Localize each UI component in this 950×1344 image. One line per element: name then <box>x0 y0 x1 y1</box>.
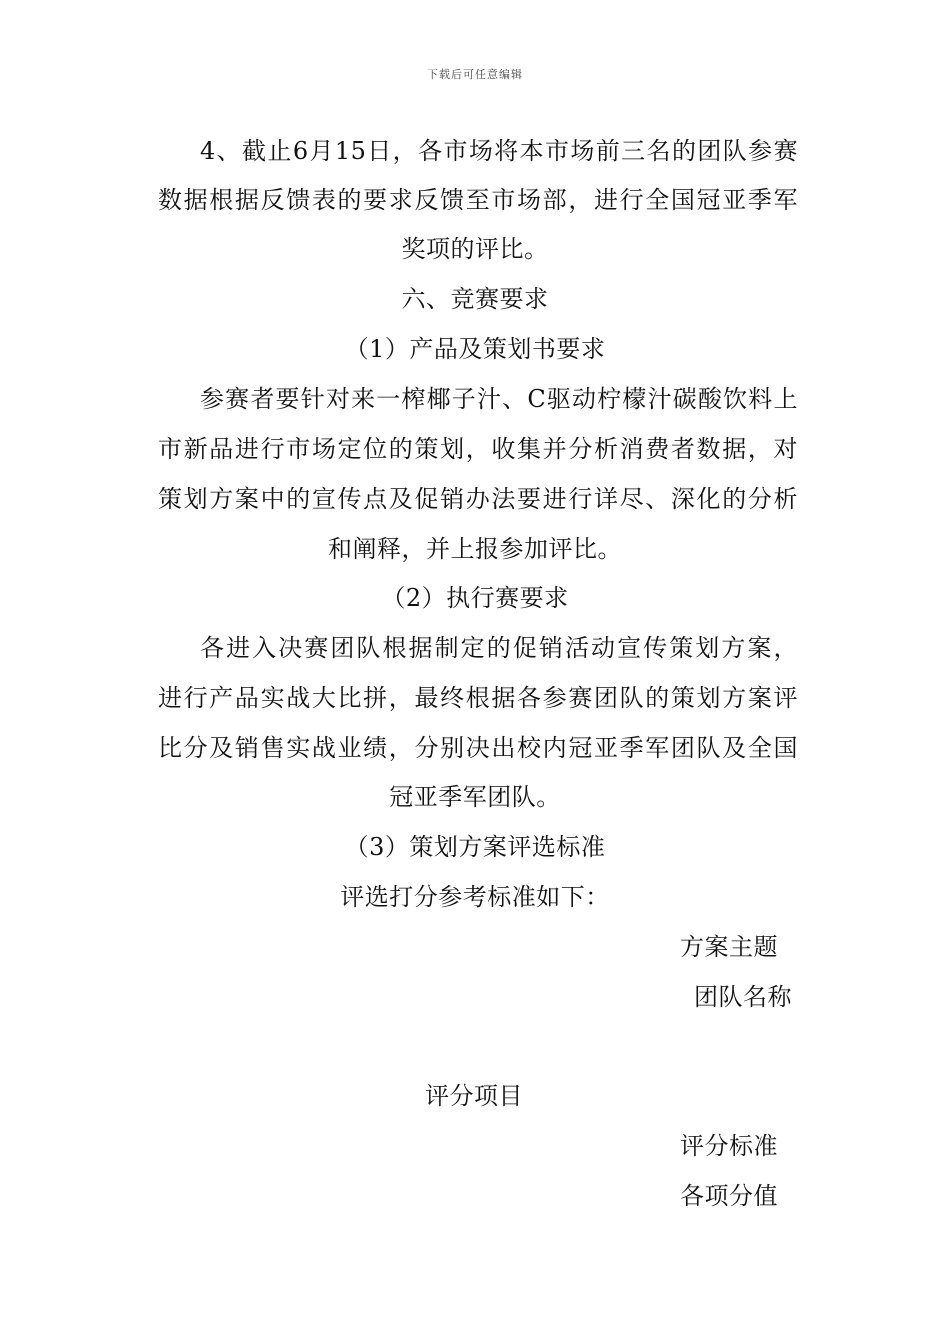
sub3-intro: 评选打分参考标准如下： <box>340 883 610 911</box>
section4-line2: 数据根据反馈表的要求反馈至市场部，进行全国冠亚季军 <box>158 186 798 214</box>
sub2-title: （2）执行赛要求 <box>381 584 569 612</box>
sub2-line4: 冠亚季军团队。 <box>389 783 561 811</box>
score-standard-label: 评分标准 <box>680 1132 778 1160</box>
sub1-line3: 策划方案中的宣传点及促销办法要进行详尽、深化的分析 <box>158 485 798 513</box>
sub3-title: （3）策划方案评选标准 <box>344 833 606 861</box>
item-score-label: 各项分值 <box>680 1182 778 1210</box>
section4-line3: 奖项的评比。 <box>401 235 549 263</box>
team-name-label: 团队名称 <box>694 983 792 1011</box>
section4-line1: 4、截止6月15日，各市场将本市场前三名的团队参赛 <box>200 137 798 165</box>
section6-title: 六、竞赛要求 <box>401 285 549 313</box>
plan-theme-label: 方案主题 <box>680 933 778 961</box>
page-header: 下载后可任意编辑 <box>427 68 523 81</box>
sub2-line1: 各进入决赛团队根据制定的促销活动宣传策划方案， <box>200 634 798 662</box>
sub1-line1: 参赛者要针对来一榨椰子汁、C驱动柠檬汁碳酸饮料上 <box>200 385 798 413</box>
score-item-label: 评分项目 <box>425 1082 523 1110</box>
sub1-title: （1）产品及策划书要求 <box>344 335 606 363</box>
sub1-line2: 市新品进行市场定位的策划，收集并分析消费者数据，对 <box>158 435 798 463</box>
sub2-line3: 比分及销售实战业绩，分别决出校内冠亚季军团队及全国 <box>158 734 798 762</box>
sub1-line4: 和阐释，并上报参加评比。 <box>328 535 622 563</box>
sub2-line2: 进行产品实战大比拼，最终根据各参赛团队的策划方案评 <box>158 684 798 712</box>
